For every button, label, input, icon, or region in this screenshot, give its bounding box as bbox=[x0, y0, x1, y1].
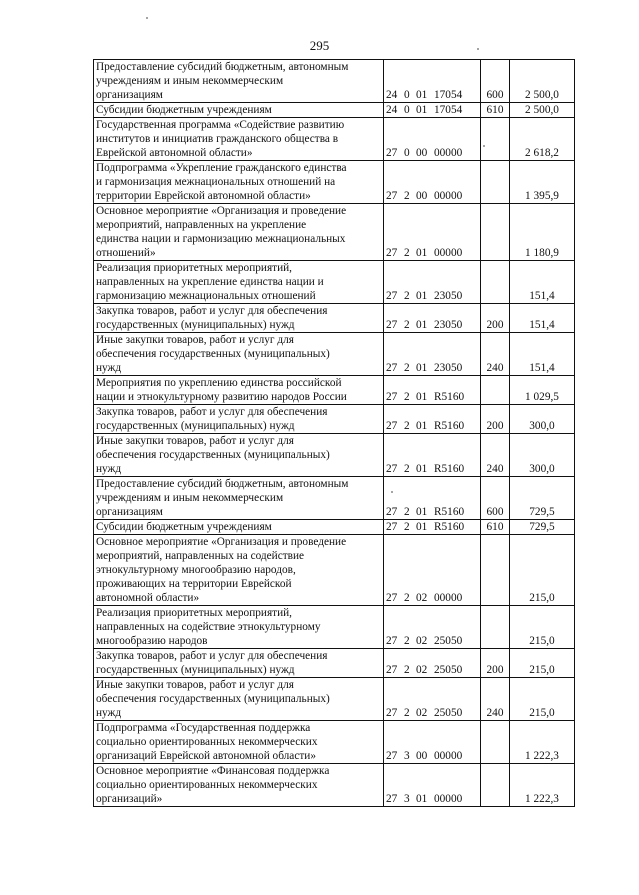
row-code-part: 2 bbox=[404, 190, 410, 202]
row-code-part: 2 bbox=[404, 290, 410, 302]
row-name-line: Основное мероприятие «Организация и проведение bbox=[96, 536, 347, 548]
row-code-part: 01 bbox=[416, 391, 428, 403]
scan-speck bbox=[146, 17, 148, 19]
row-code-part: 27 bbox=[386, 147, 398, 159]
row-code-part: 00000 bbox=[434, 247, 463, 259]
row-name-line: автономной области» bbox=[96, 592, 200, 604]
row-code-part: 27 bbox=[386, 506, 398, 518]
row-code-cell bbox=[384, 60, 481, 103]
row-name-line: Предоставление субсидий бюджетным, автономным bbox=[96, 61, 349, 73]
row-code-part: 3 bbox=[404, 750, 410, 762]
row-name-cell bbox=[94, 60, 384, 103]
row-name-line: Мероприятия по укреплению единства российской bbox=[96, 377, 342, 389]
row-amount-cell: 729,5 bbox=[510, 477, 575, 520]
row-name-cell bbox=[94, 434, 384, 477]
row-code-part: 27 bbox=[386, 391, 398, 403]
row-code-part: 2 bbox=[404, 391, 410, 403]
row-code-part: 01 bbox=[416, 362, 428, 374]
row-code-part: 01 bbox=[416, 463, 428, 475]
table-row bbox=[94, 606, 575, 649]
row-name-line: территории Еврейской автономной области» bbox=[96, 190, 311, 202]
row-code-part: R5160 bbox=[434, 506, 465, 518]
row-name-cell bbox=[94, 333, 384, 376]
row-expense-type-cell: 610 bbox=[481, 520, 510, 535]
row-code-part: 00000 bbox=[434, 793, 463, 805]
row-code-part: 2 bbox=[404, 362, 410, 374]
table-row bbox=[94, 60, 575, 103]
row-name-line: направленных на укрепление единства нации и bbox=[96, 276, 324, 288]
row-name-cell bbox=[94, 678, 384, 721]
row-code-part: 27 bbox=[386, 664, 398, 676]
row-expense-type-cell bbox=[481, 261, 510, 304]
row-code-part: 2 bbox=[404, 319, 410, 331]
row-name-line: Основное мероприятие «Организация и проведение bbox=[96, 205, 347, 217]
row-name-line: Реализация приоритетных мероприятий, bbox=[96, 607, 292, 619]
row-code-part: 24 bbox=[386, 104, 398, 116]
row-name-line: Закупка товаров, работ и услуг для обеспечения bbox=[96, 650, 328, 662]
row-name-line: единства нации и гармонизацию межнациональных bbox=[96, 233, 346, 245]
row-name-line: Государственная программа «Содействие развитию bbox=[96, 119, 345, 131]
row-expense-type-cell: 200 bbox=[481, 649, 510, 678]
row-code-part: R5160 bbox=[434, 463, 465, 475]
row-amount-cell: 1 029,5 bbox=[510, 376, 575, 405]
row-expense-type-cell: 240 bbox=[481, 434, 510, 477]
row-code-part: 27 bbox=[386, 793, 398, 805]
row-name-cell bbox=[94, 376, 384, 405]
row-expense-type-cell bbox=[481, 764, 510, 807]
table-row bbox=[94, 103, 575, 118]
table-row bbox=[94, 304, 575, 333]
row-code-cell bbox=[384, 103, 481, 118]
row-code-part: R5160 bbox=[434, 391, 465, 403]
row-code-part: 27 bbox=[386, 521, 398, 533]
row-expense-type-cell: 600 bbox=[481, 60, 510, 103]
row-code-part: 25050 bbox=[434, 707, 463, 719]
row-code-part: R5160 bbox=[434, 420, 465, 432]
row-name-cell bbox=[94, 304, 384, 333]
row-code-cell bbox=[384, 304, 481, 333]
table-row bbox=[94, 764, 575, 807]
row-code-part: R5160 bbox=[434, 521, 465, 533]
row-name-line: Иные закупки товаров, работ и услуг для bbox=[96, 334, 294, 346]
row-code-cell bbox=[384, 606, 481, 649]
row-code-part: 27 bbox=[386, 592, 398, 604]
table-row bbox=[94, 477, 575, 520]
table-row bbox=[94, 434, 575, 477]
row-amount-cell: 300,0 bbox=[510, 434, 575, 477]
budget-table bbox=[93, 59, 575, 807]
row-name-line: Еврейской автономной области» bbox=[96, 147, 253, 159]
row-code-cell bbox=[384, 721, 481, 764]
row-name-line: Подпрограмма «Укрепление гражданского единства bbox=[96, 162, 347, 174]
row-name-cell bbox=[94, 204, 384, 261]
row-amount-cell: 1 222,3 bbox=[510, 764, 575, 807]
row-code-cell bbox=[384, 678, 481, 721]
row-code-part: 01 bbox=[416, 506, 428, 518]
row-code-part: 27 bbox=[386, 190, 398, 202]
row-name-line: Субсидии бюджетным учреждениям bbox=[96, 521, 272, 533]
row-name-cell bbox=[94, 477, 384, 520]
row-name-line: многообразию народов bbox=[96, 635, 208, 647]
row-code-part: 2 bbox=[404, 506, 410, 518]
row-code-part: 2 bbox=[404, 635, 410, 647]
row-name-line: организаций» bbox=[96, 793, 163, 805]
row-expense-type-cell bbox=[481, 535, 510, 606]
row-code-cell bbox=[384, 434, 481, 477]
row-code-part: 00 bbox=[416, 190, 428, 202]
row-code-cell bbox=[384, 520, 481, 535]
table-row bbox=[94, 649, 575, 678]
row-code-part: 2 bbox=[404, 664, 410, 676]
row-expense-type-cell: 240 bbox=[481, 333, 510, 376]
row-name-line: государственных (муниципальных) нужд bbox=[96, 319, 295, 331]
row-code-part: 23050 bbox=[434, 290, 463, 302]
table-row bbox=[94, 376, 575, 405]
row-name-line: Закупка товаров, работ и услуг для обеспечения bbox=[96, 406, 328, 418]
row-name-line: Иные закупки товаров, работ и услуг для bbox=[96, 679, 294, 691]
table-row bbox=[94, 118, 575, 161]
row-code-part: 01 bbox=[416, 104, 428, 116]
row-code-part: 00 bbox=[416, 147, 428, 159]
row-code-part: 27 bbox=[386, 420, 398, 432]
row-expense-type-cell: 240 bbox=[481, 678, 510, 721]
row-name-line: и гармонизация межнациональных отношений на bbox=[96, 176, 336, 188]
row-name-line: нации и этнокультурному развитию народов России bbox=[96, 391, 347, 403]
row-amount-cell: 2 500,0 bbox=[510, 103, 575, 118]
row-amount-cell: 151,4 bbox=[510, 304, 575, 333]
row-expense-type-cell bbox=[481, 721, 510, 764]
table-row bbox=[94, 520, 575, 535]
row-name-cell bbox=[94, 103, 384, 118]
table-row bbox=[94, 535, 575, 606]
row-name-line: организациям bbox=[96, 506, 163, 518]
row-code-part: 2 bbox=[404, 247, 410, 259]
table-row bbox=[94, 204, 575, 261]
row-code-part: 27 bbox=[386, 707, 398, 719]
row-amount-cell: 2 618,2 bbox=[510, 118, 575, 161]
table-row bbox=[94, 333, 575, 376]
row-code-cell bbox=[384, 535, 481, 606]
row-code-part: 00000 bbox=[434, 147, 463, 159]
row-code-part: 24 bbox=[386, 89, 398, 101]
row-expense-type-cell: 200 bbox=[481, 405, 510, 434]
row-code-part: 23050 bbox=[434, 362, 463, 374]
row-amount-cell: 300,0 bbox=[510, 405, 575, 434]
row-name-line: нужд bbox=[96, 362, 122, 374]
row-amount-cell: 2 500,0 bbox=[510, 60, 575, 103]
row-code-part: 00000 bbox=[434, 592, 463, 604]
row-code-cell bbox=[384, 261, 481, 304]
row-name-cell bbox=[94, 721, 384, 764]
row-code-part: 27 bbox=[386, 362, 398, 374]
row-amount-cell: 215,0 bbox=[510, 649, 575, 678]
row-code-part: 27 bbox=[386, 247, 398, 259]
row-amount-cell: 215,0 bbox=[510, 535, 575, 606]
row-code-part: 02 bbox=[416, 635, 428, 647]
row-name-cell bbox=[94, 535, 384, 606]
row-amount-cell: 215,0 bbox=[510, 606, 575, 649]
row-code-cell bbox=[384, 405, 481, 434]
row-name-line: организациям bbox=[96, 89, 163, 101]
row-code-part: 0 bbox=[404, 89, 410, 101]
row-code-part: 02 bbox=[416, 664, 428, 676]
row-code-part: 0 bbox=[404, 104, 410, 116]
row-code-part: 27 bbox=[386, 463, 398, 475]
row-name-line: этнокультурному многообразию народов, bbox=[96, 564, 296, 576]
row-name-cell bbox=[94, 118, 384, 161]
row-code-cell bbox=[384, 333, 481, 376]
row-code-part: 00000 bbox=[434, 750, 463, 762]
row-code-part: 17054 bbox=[434, 89, 463, 101]
row-code-part: 3 bbox=[404, 793, 410, 805]
row-code-part: 2 bbox=[404, 521, 410, 533]
table-row bbox=[94, 161, 575, 204]
row-code-cell bbox=[384, 649, 481, 678]
row-name-line: государственных (муниципальных) нужд bbox=[96, 420, 295, 432]
row-code-cell bbox=[384, 376, 481, 405]
row-name-cell bbox=[94, 161, 384, 204]
row-code-part: 2 bbox=[404, 707, 410, 719]
row-code-part: 27 bbox=[386, 319, 398, 331]
row-name-cell bbox=[94, 261, 384, 304]
row-name-cell bbox=[94, 405, 384, 434]
row-name-cell bbox=[94, 606, 384, 649]
row-code-part: 01 bbox=[416, 793, 428, 805]
row-name-cell bbox=[94, 520, 384, 535]
row-name-line: Предоставление субсидий бюджетным, автономным bbox=[96, 478, 349, 490]
table-row bbox=[94, 678, 575, 721]
row-expense-type-cell: 610 bbox=[481, 103, 510, 118]
row-code-cell bbox=[384, 764, 481, 807]
row-code-part: 2 bbox=[404, 420, 410, 432]
row-expense-type-cell: 200 bbox=[481, 304, 510, 333]
row-expense-type-cell bbox=[481, 161, 510, 204]
row-amount-cell: 1 395,9 bbox=[510, 161, 575, 204]
page-number: 295 bbox=[309, 38, 330, 53]
row-name-line: Основное мероприятие «Финансовая поддержка bbox=[96, 765, 330, 777]
table-row bbox=[94, 721, 575, 764]
row-code-cell bbox=[384, 477, 481, 520]
row-code-cell bbox=[384, 118, 481, 161]
row-name-line: нужд bbox=[96, 463, 122, 475]
row-code-cell bbox=[384, 161, 481, 204]
row-name-line: социально ориентированных некоммерческих bbox=[96, 736, 318, 748]
row-amount-cell: 1 180,9 bbox=[510, 204, 575, 261]
row-code-part: 27 bbox=[386, 635, 398, 647]
row-code-part: 2 bbox=[404, 463, 410, 475]
row-name-line: обеспечения государственных (муниципальных) bbox=[96, 348, 330, 360]
row-code-part: 02 bbox=[416, 592, 428, 604]
table-row bbox=[94, 261, 575, 304]
row-name-line: проживающих на территории Еврейской bbox=[96, 578, 292, 590]
row-amount-cell: 729,5 bbox=[510, 520, 575, 535]
row-name-line: обеспечения государственных (муниципальных) bbox=[96, 449, 330, 461]
row-code-part: 01 bbox=[416, 521, 428, 533]
row-code-part: 27 bbox=[386, 290, 398, 302]
row-code-cell bbox=[384, 204, 481, 261]
row-code-part: 25050 bbox=[434, 635, 463, 647]
row-name-line: Подпрограмма «Государственная поддержка bbox=[96, 722, 311, 734]
row-code-part: 02 bbox=[416, 707, 428, 719]
row-code-part: 23050 bbox=[434, 319, 463, 331]
row-code-part: 2 bbox=[404, 592, 410, 604]
row-name-line: мероприятий, направленных на укрепление bbox=[96, 219, 307, 231]
row-expense-type-cell bbox=[481, 606, 510, 649]
row-name-line: Реализация приоритетных мероприятий, bbox=[96, 262, 292, 274]
row-name-line: Иные закупки товаров, работ и услуг для bbox=[96, 435, 294, 447]
row-code-part: 01 bbox=[416, 89, 428, 101]
row-name-line: отношений» bbox=[96, 247, 156, 259]
row-name-line: нужд bbox=[96, 707, 122, 719]
row-amount-cell: 1 222,3 bbox=[510, 721, 575, 764]
row-name-line: институтов и инициатив гражданского общества в bbox=[96, 133, 339, 145]
row-code-part: 27 bbox=[386, 750, 398, 762]
row-name-line: учреждениям и иным некоммерческим bbox=[96, 75, 284, 87]
row-code-part: 01 bbox=[416, 319, 428, 331]
row-name-line: гармонизацию межнациональных отношений bbox=[96, 290, 316, 302]
row-code-part: 01 bbox=[416, 290, 428, 302]
row-name-line: направленных на содействие этнокультурному bbox=[96, 621, 321, 633]
scan-speck bbox=[477, 48, 479, 50]
row-name-line: организаций Еврейской автономной области» bbox=[96, 750, 316, 762]
row-code-part: 01 bbox=[416, 247, 428, 259]
row-amount-cell: 151,4 bbox=[510, 261, 575, 304]
row-expense-type-cell: 600 bbox=[481, 477, 510, 520]
row-code-part: 00000 bbox=[434, 190, 463, 202]
row-expense-type-cell bbox=[481, 118, 510, 161]
row-name-line: социально ориентированных некоммерческих bbox=[96, 779, 318, 791]
row-name-line: Закупка товаров, работ и услуг для обеспечения bbox=[96, 305, 328, 317]
row-expense-type-cell bbox=[481, 204, 510, 261]
row-name-line: Субсидии бюджетным учреждениям bbox=[96, 104, 272, 116]
row-code-part: 17054 bbox=[434, 104, 463, 116]
row-name-cell bbox=[94, 649, 384, 678]
row-amount-cell: 151,4 bbox=[510, 333, 575, 376]
row-code-part: 01 bbox=[416, 420, 428, 432]
row-code-part: 00 bbox=[416, 750, 428, 762]
row-amount-cell: 215,0 bbox=[510, 678, 575, 721]
row-expense-type-cell bbox=[481, 376, 510, 405]
row-name-line: государственных (муниципальных) нужд bbox=[96, 664, 295, 676]
row-name-line: мероприятий, направленных на содействие bbox=[96, 550, 305, 562]
row-name-cell bbox=[94, 764, 384, 807]
row-name-line: учреждениям и иным некоммерческим bbox=[96, 492, 284, 504]
row-code-part: 25050 bbox=[434, 664, 463, 676]
row-name-line: обеспечения государственных (муниципальных) bbox=[96, 693, 330, 705]
budget-table-body bbox=[94, 60, 575, 807]
row-code-part: 0 bbox=[404, 147, 410, 159]
table-row bbox=[94, 405, 575, 434]
